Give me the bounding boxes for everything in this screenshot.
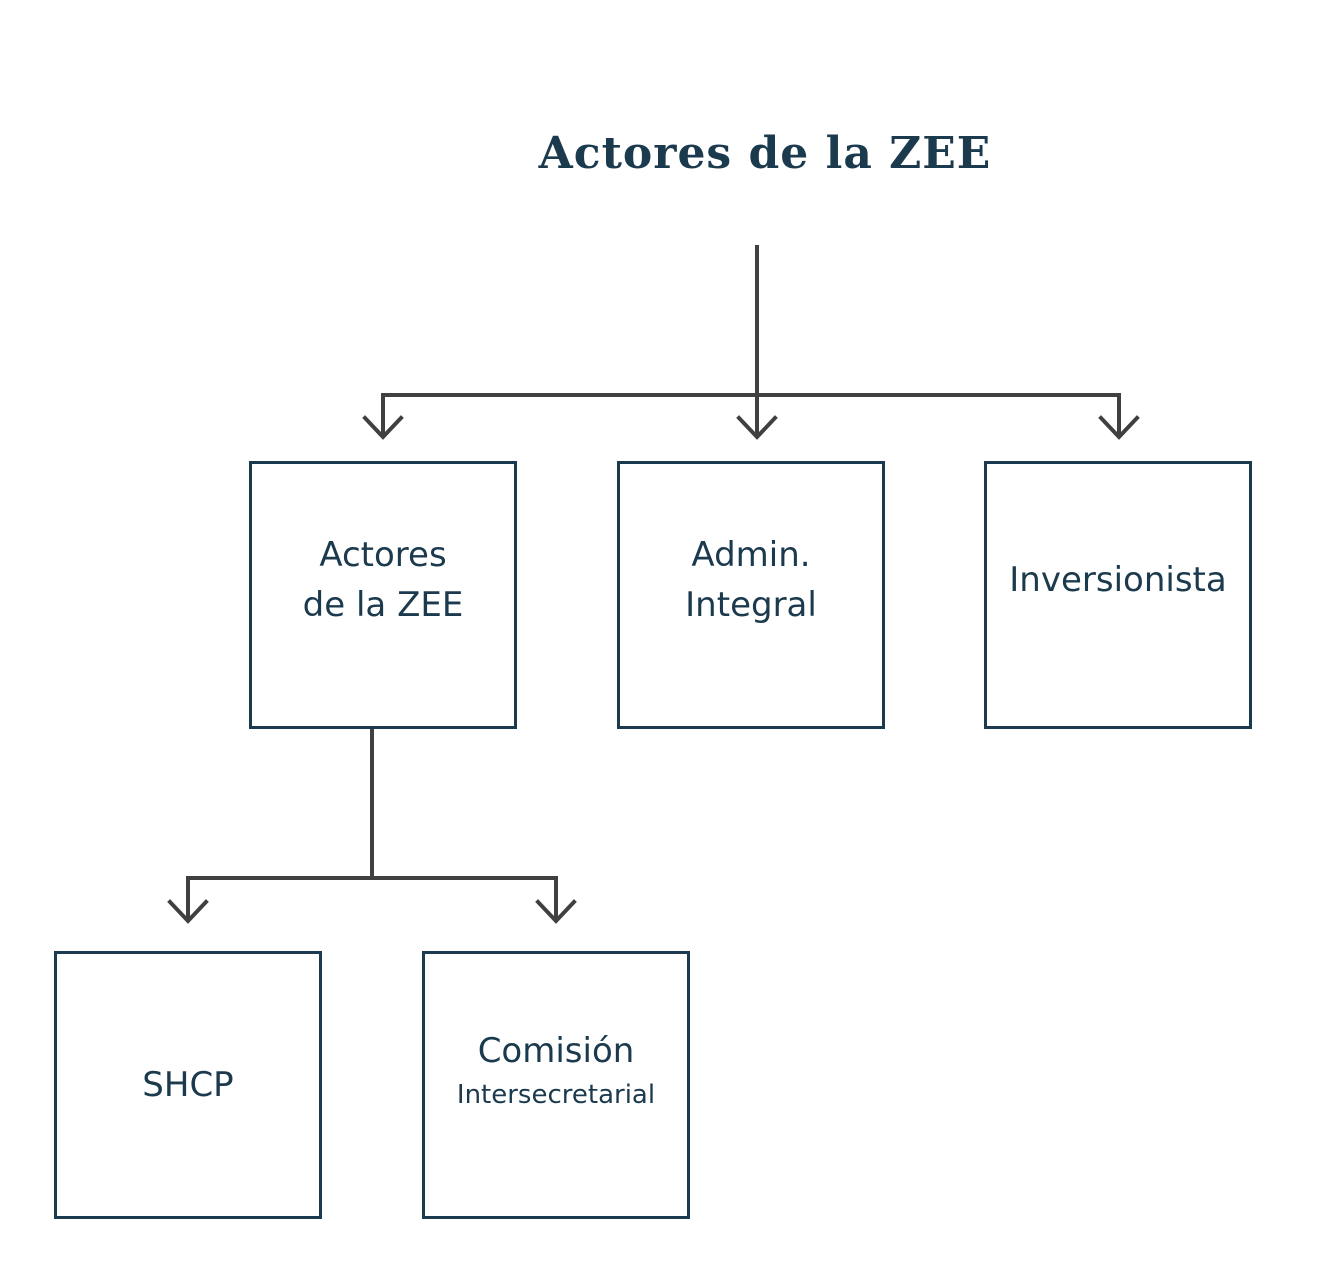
node-comision-line1: Comisión	[477, 1031, 635, 1071]
node-inversionista	[984, 461, 1252, 729]
node-comision-line2: Intersecretarial	[456, 1080, 656, 1110]
node-shcp	[54, 951, 322, 1219]
node-inversionista-label: Inversionista	[1009, 560, 1227, 600]
node-admin-line2: Integral	[685, 585, 817, 625]
node-admin-integral	[617, 461, 885, 729]
node-comision-intersecretarial	[422, 951, 690, 1219]
node-shcp-label: SHCP	[142, 1065, 234, 1105]
node-actores-line2: de la ZEE	[302, 585, 464, 625]
diagram-title: Actores de la ZEE	[538, 128, 992, 179]
node-admin-line1: Admin.	[691, 535, 811, 575]
node-actores-line1: Actores	[319, 535, 447, 575]
node-actores-de-la-zee	[249, 461, 517, 729]
